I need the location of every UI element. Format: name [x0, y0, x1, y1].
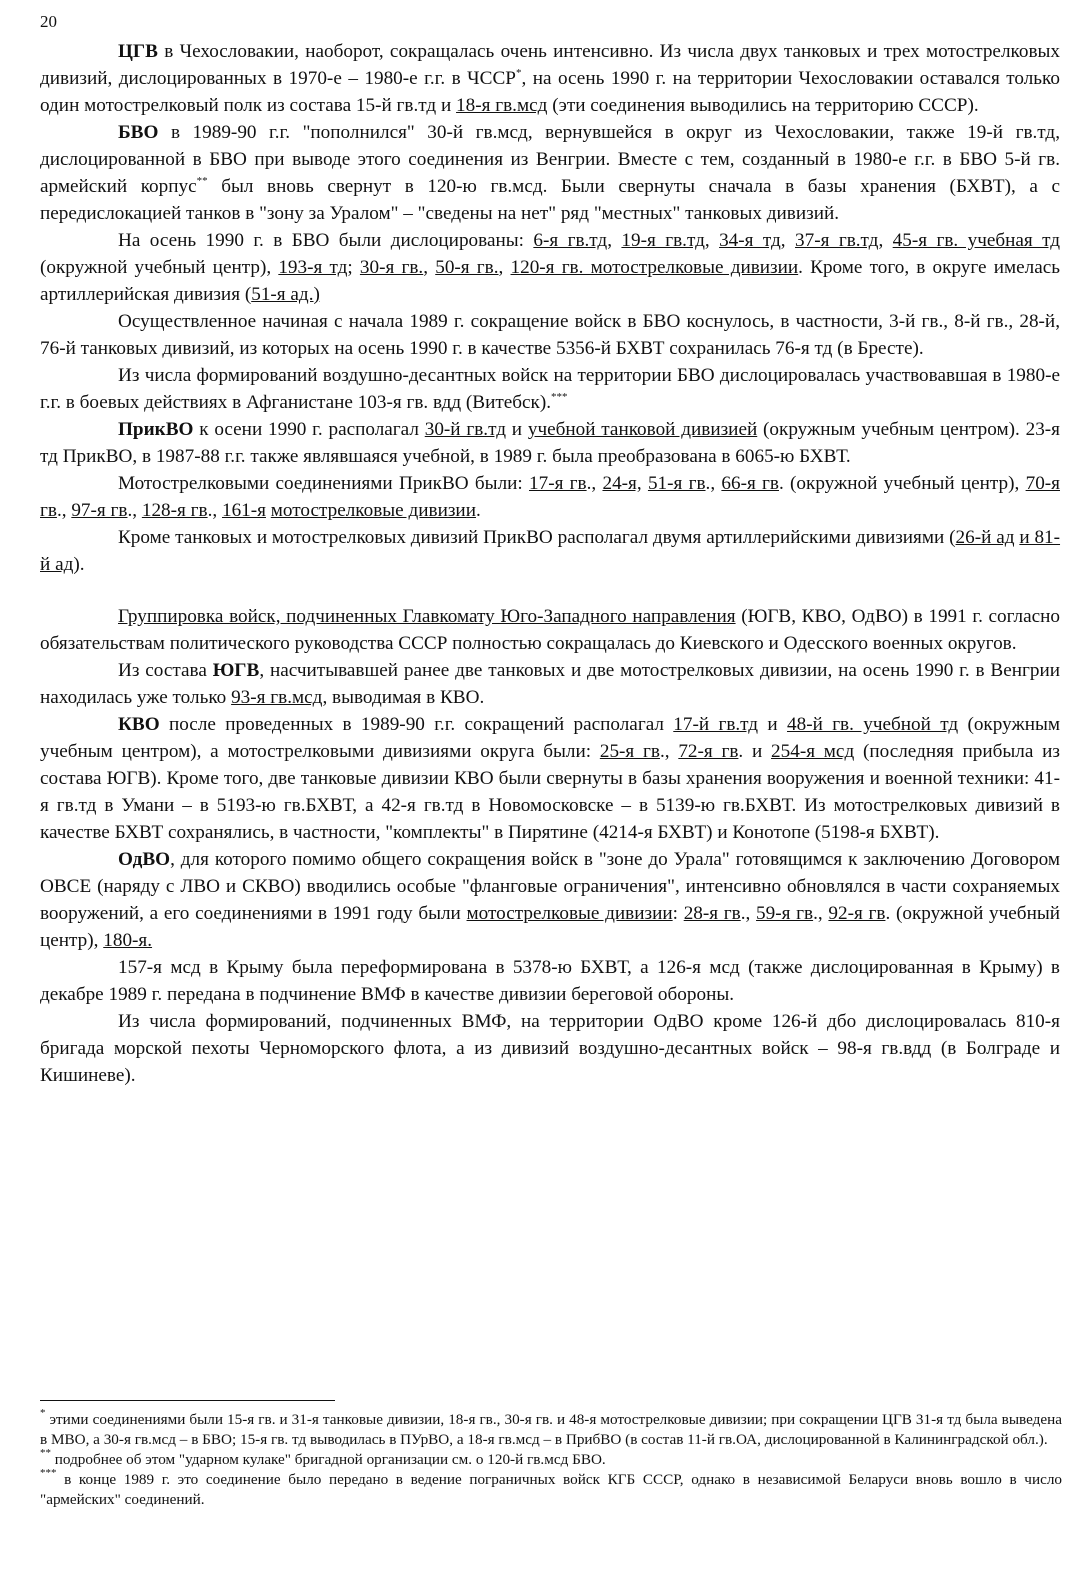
- footnote-separator: [40, 1400, 335, 1401]
- underlined-term: 120-я гв. мотострелковые дивизии: [510, 257, 799, 278]
- text-run: .,: [740, 903, 757, 924]
- text-run: .,: [586, 473, 603, 494]
- paragraph: [40, 38, 1060, 119]
- footnote-text: этими соединениями были 15-я гв. и 31-я танковые дивизии, 18-я гв., 30-я гв. и 48-я мотострелковые дивизии; при сокращении ЦГВ 31-я тд была выведена в МВО, а 30-я гв.мсд – в БВО; 15-я гв. тд выводилась в ПУрВО, а 18-я гв.мсд – в ПрибВО (в состав 11-й гв.ОА, дислоцированной в Калининградской обл.).: [40, 1411, 1062, 1448]
- text-run: (окружной учебный центр),: [40, 257, 279, 278]
- underlined-term: 26-й ад: [955, 527, 1015, 548]
- underlined-term: 18-я гв.мсд: [456, 95, 548, 116]
- underlined-term: 17-я гв: [529, 473, 587, 494]
- text-run: , на осень 1990 г. на территории Чехословакии оставался только один мотострелковый полк из состава 15-й гв.тд и: [40, 68, 1060, 116]
- text-run: ,: [498, 257, 511, 278]
- text-run: ,: [704, 230, 720, 251]
- text-run: , выводимая в КВО.: [322, 687, 485, 708]
- text-run: . (окружной учебный центр),: [40, 903, 1060, 951]
- text-run: Мотострелковыми соединениями ПрикВО были:: [118, 473, 530, 494]
- underlined-term: 25-я гв: [599, 741, 660, 762]
- paragraph: [40, 1008, 1060, 1089]
- paragraph: [40, 954, 1060, 1008]
- footnote-marker: ***: [551, 391, 568, 403]
- footnote: [40, 1407, 1062, 1450]
- paragraph: [40, 416, 1060, 470]
- text-run: (последняя прибыла из состава ЮГВ). Кроме того, две танковые дивизии КВО были свернуты в базы хранения вооружения и военной техники: 41-я гв.тд в Умани – в 5193-ю гв.БХВТ, а 42-я гв.тд в Новомосковске – в 5139-ю гв.БХВТ. Из мотострелковых дивизий в качестве БХВТ сохранялись, в частности, "комплекты" в Пирятине (4214-я БХВТ) и Конотопе (5198-я БХВТ).: [40, 741, 1061, 843]
- underlined-term: мотострелковые дивизии: [270, 500, 476, 521]
- bold-term: ПрикВО: [118, 419, 194, 440]
- underlined-term: 70-я гв: [40, 473, 1060, 521]
- text-run: .,: [56, 500, 72, 521]
- paragraph: [40, 524, 1060, 578]
- underlined-term: 45-я гв. учебная тд: [892, 230, 1061, 251]
- text-run: в Чехословакии, наоборот, сокращалась очень интенсивно. Из числа двух танковых и трех мотострелковых дивизий, дислоцированных в 1970-е – 1980-е г.г. в ЧССР: [40, 41, 1060, 89]
- underlined-term: 51-я гв: [647, 473, 706, 494]
- paragraph: [40, 227, 1060, 308]
- text-run: (ЮГВ, КВО, ОдВО) в 1991 г. согласно обязательствам политического руководства СССР полностью сокращалась до Киевского и Одесского военных округов.: [40, 606, 1061, 654]
- paragraph: [40, 362, 1060, 416]
- paragraph: [40, 846, 1060, 954]
- text-run: . Кроме того, в округе имелась артиллерийская дивизия (: [40, 257, 1060, 305]
- main-text: [40, 38, 1060, 1089]
- text-run: , для которого помимо общего сокращения войск в "зоне до Урала" готовящимся к заключению Договором ОВСЕ (наряду с ЛВО и СКВО) вводились особые "фланговые ограничения", интенсивно обновлялся в части сохраняемых вооружений, а его соединениями в 1991 году были: [40, 849, 1060, 924]
- underlined-term: 128-я гв: [141, 500, 208, 521]
- text-run: .,: [813, 903, 829, 924]
- text-run: ).: [73, 554, 85, 575]
- footnote-mark: **: [40, 1447, 51, 1459]
- text-run: (окружным учебным центром). 23-я тд ПрикВО, в 1987-88 г.г. также являвшаяся учебной, в 1989 г. была преобразована в 6065-ю БХВТ.: [40, 419, 1061, 467]
- underlined-term: 48-й гв. учебной тд: [787, 714, 959, 735]
- text-run: . и: [738, 741, 772, 762]
- footnote-marker: *: [515, 67, 522, 79]
- text-run: после проведенных в 1989-90 г.г. сокращений располагал: [159, 714, 674, 735]
- text-run: 157-я мсд в Крыму была переформирована в 5378-ю БХВТ, а 126-я мсд (также дислоцированная в Крыму) в декабре 1989 г. передана в подчинение ВМФ в качестве дивизии береговой обороны.: [40, 957, 1060, 1005]
- underlined-term: 34-я тд: [719, 230, 781, 251]
- footnote: [40, 1447, 1062, 1470]
- footnote-text: подробнее об этом "ударном кулаке" бригадной организации см. о 120-й гв.мсд БВО.: [51, 1451, 606, 1468]
- underlined-term: 66-я гв: [721, 473, 779, 494]
- underlined-term: 28-я гв: [683, 903, 741, 924]
- text-run: Из числа формирований, подчиненных ВМФ, на территории ОдВО кроме 126-й дбо дислоцировалась 810-я бригада морской пехоты Черноморского флота, а из дивизий воздушно-десантных войск – 98-я гв.вдд (в Болграде и Кишиневе).: [40, 1011, 1060, 1086]
- underlined-term: 72-я гв: [678, 741, 739, 762]
- underlined-term: 30-й гв.тд: [424, 419, 506, 440]
- text-run: ,: [607, 230, 622, 251]
- paragraph: [40, 119, 1060, 227]
- underlined-term: 30-я гв.: [359, 257, 424, 278]
- underlined-term: 51-я ад.): [251, 284, 320, 305]
- paragraph: [40, 308, 1060, 362]
- footnotes: [40, 1407, 1062, 1510]
- text-run: :: [672, 903, 684, 924]
- footnote-mark: ***: [40, 1467, 57, 1479]
- bold-term: БВО: [118, 122, 159, 143]
- underlined-term: 193-я тд: [278, 257, 348, 278]
- underlined-term: Группировка войск, подчиненных Главкомату Юго-Западного направления: [118, 606, 736, 627]
- text-run: Из числа формирований воздушно-десантных войск на территории БВО дислоцировалась участвовавшая в 1980-е г.г. в боевых действиях в Афганистане 103-я гв. вдд (Витебск).: [40, 365, 1060, 413]
- underlined-term: 37-я гв.тд: [795, 230, 879, 251]
- footnote-text: в конце 1989 г. это соединение было передано в ведение пограничных войск КГБ СССР, однако в независимой Беларуси вновь вошло в число "армейских" соединений.: [40, 1471, 1062, 1508]
- text-run: (эти соединения выводились на территорию СССР).: [547, 95, 979, 116]
- text-run: .: [475, 500, 481, 521]
- text-run: . (окружной учебный центр),: [778, 473, 1026, 494]
- text-run: ,: [780, 230, 796, 251]
- text-run: На осень 1990 г. в БВО были дислоцированы:: [118, 230, 534, 251]
- bold-term: КВО: [118, 714, 160, 735]
- text-run: Кроме танковых и мотострелковых дивизий ПрикВО располагал двумя артиллерийскими дивизиями (: [118, 527, 956, 548]
- underlined-term: 254-я мсд: [771, 741, 855, 762]
- bold-term: ОдВО: [118, 849, 171, 870]
- underlined-term: учебной танковой дивизией: [527, 419, 758, 440]
- text-run: .,: [127, 500, 142, 521]
- underlined-term: 6-я гв.тд: [533, 230, 608, 251]
- text-run: к осени 1990 г. располагал: [193, 419, 425, 440]
- paragraph: [40, 711, 1060, 846]
- paragraph: [40, 470, 1060, 524]
- footnote-marker: **: [196, 175, 208, 187]
- underlined-term: 180-я.: [103, 930, 153, 951]
- bold-term: ЦГВ: [118, 41, 158, 62]
- underlined-term: 24-я,: [602, 473, 642, 494]
- text-run: (окружным учебным центром), а мотострелковыми дивизиями округа были:: [40, 714, 1060, 762]
- text-run: в 1989-90 г.г. "пополнился" 30-й гв.мсд, вернувшейся в округ из Чехословакии, также 19-й гв.тд, дислоцированной в БВО при выводе этого соединения из Венгрии. Вместе с тем, созданный в 1980-е г.г. в БВО 5-й гв. армейский корпус: [40, 122, 1060, 197]
- underlined-term: 19-я гв.тд: [621, 230, 705, 251]
- underlined-term: 97-я гв: [71, 500, 128, 521]
- text-run: ,: [423, 257, 436, 278]
- text-run: и: [758, 714, 788, 735]
- paragraph: [40, 603, 1060, 657]
- footnote: [40, 1467, 1062, 1510]
- underlined-term: и 81-й ад: [40, 527, 1061, 575]
- underlined-term: 93-я гв.мсд: [231, 687, 323, 708]
- underlined-term: 92-я гв: [828, 903, 886, 924]
- underlined-term: 161-я: [221, 500, 266, 521]
- text-run: Из состава: [118, 660, 213, 681]
- text-run: .,: [705, 473, 722, 494]
- text-run: .,: [659, 741, 679, 762]
- footnote-mark: *: [40, 1407, 46, 1419]
- text-run: и: [506, 419, 528, 440]
- paragraph: [40, 657, 1060, 711]
- underlined-term: мотострелковые дивизии: [466, 903, 673, 924]
- text-run: ,: [878, 230, 893, 251]
- underlined-term: 59-я гв: [756, 903, 814, 924]
- text-run: был вновь свернут в 120-ю гв.мсд. Были свернуты сначала в базы хранения (БХВТ), а с передислокацией танков в "зону за Уралом" – "сведены на нет" ряд "местных" танковых дивизий.: [40, 176, 1060, 224]
- underlined-term: 50-я гв.: [435, 257, 499, 278]
- text-run: ;: [347, 257, 360, 278]
- underlined-term: 17-й гв.тд: [673, 714, 759, 735]
- bold-term: ЮГВ: [212, 660, 260, 681]
- page-number: 20: [40, 12, 57, 31]
- text-run: Осуществленное начиная с начала 1989 г. сокращение войск в БВО коснулось, в частности, 3-й гв., 8-й гв., 28-й, 76-й танковых дивизий, из которых на осень 1990 г. в качестве 5356-й БХВТ сохранилась 76-я тд (в Бресте).: [40, 311, 1060, 359]
- text-run: .,: [207, 500, 222, 521]
- text-run: , насчитывавшей ранее две танковых и две мотострелковых дивизии, на осень 1990 г. в Венгрии находилась уже только: [40, 660, 1060, 708]
